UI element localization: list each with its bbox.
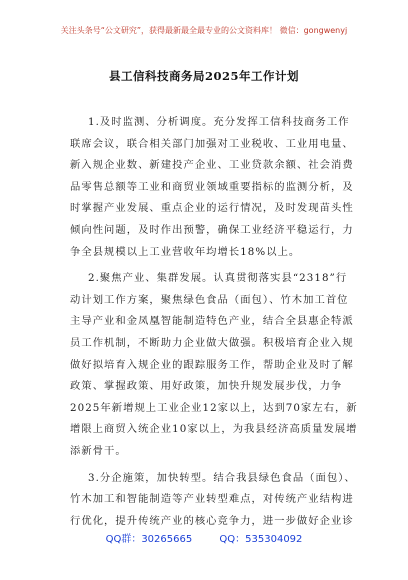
document-title: 县工信科技商务局2025年工作计划 bbox=[108, 69, 299, 83]
text-line: 主导产业和金凤凰智能制造特色产业，结合全县惠企特派 bbox=[70, 315, 354, 328]
text-line: 政策、掌握政策、用好政策，加快升规发展步伐，力争 bbox=[70, 380, 343, 393]
promo-banner-text: 关注头条号“公文研究”，获得最新最全最专业的公文资料库！ 微信：gongwenyj bbox=[60, 26, 348, 35]
text-line: 倾向性问题，及时作出预警，确保工业经济平稳运行，力 bbox=[70, 223, 354, 236]
text-line: 竹木加工和智能制造等产业转型难点，对传统产业结构进 bbox=[70, 493, 354, 506]
text-line: 新入规企业数、新建投产企业、工业贷款余额、社会消费 bbox=[70, 159, 354, 172]
document-body bbox=[70, 112, 358, 537]
qq-number: QQ：535304092 bbox=[219, 534, 303, 545]
paragraph-3 bbox=[70, 468, 356, 533]
text-line: 时掌握产业发展、重点企业的运行情况，及时发现苗头性 bbox=[70, 202, 354, 215]
contact-footer bbox=[0, 534, 408, 546]
text-line: 1.及时监测、分析调度。充分发挥工信科技商务工作 bbox=[88, 116, 350, 128]
text-line: 2025年新增规上工业企业12家以上，达到70家左右，新 bbox=[70, 401, 358, 414]
text-line: 品零售总额等工业和商贸业领域重要指标的监测分析，及 bbox=[70, 180, 354, 193]
text-line: 添新骨干。 bbox=[70, 444, 127, 457]
text-line: 增限上商贸入统企业10家以上，为我县经济高质量发展增 bbox=[70, 423, 358, 436]
text-line: 争全县规模以上工业营收年均增长18%以上。 bbox=[70, 245, 301, 258]
promo-banner bbox=[0, 26, 408, 36]
text-line: 联席会议，联合相关部门加强对工业税收、工业用电量、 bbox=[70, 137, 354, 150]
text-line: 员工作机制，不断助力企业做大做强。积极培育企业入规 bbox=[70, 336, 354, 349]
paragraph-2 bbox=[70, 268, 358, 462]
qq-group-number: QQ群：30265665 bbox=[105, 534, 193, 545]
paragraph-1 bbox=[70, 112, 354, 263]
text-line: 2.聚焦产业、集群发展。认真贯彻落实县“2318”行 bbox=[88, 272, 348, 285]
text-line: 3.分企施策，加快转型。结合我县绿色食品（面包）、 bbox=[88, 471, 356, 484]
text-line: 行优化，提升传统产业的核心竞争力，进一步做好企业诊 bbox=[70, 514, 354, 527]
text-line: 做好拟培育入规企业的跟踪服务工作，帮助企业及时了解 bbox=[70, 358, 354, 371]
text-line: 动计划工作方案，聚焦绿色食品（面包）、竹木加工首位 bbox=[70, 293, 349, 306]
